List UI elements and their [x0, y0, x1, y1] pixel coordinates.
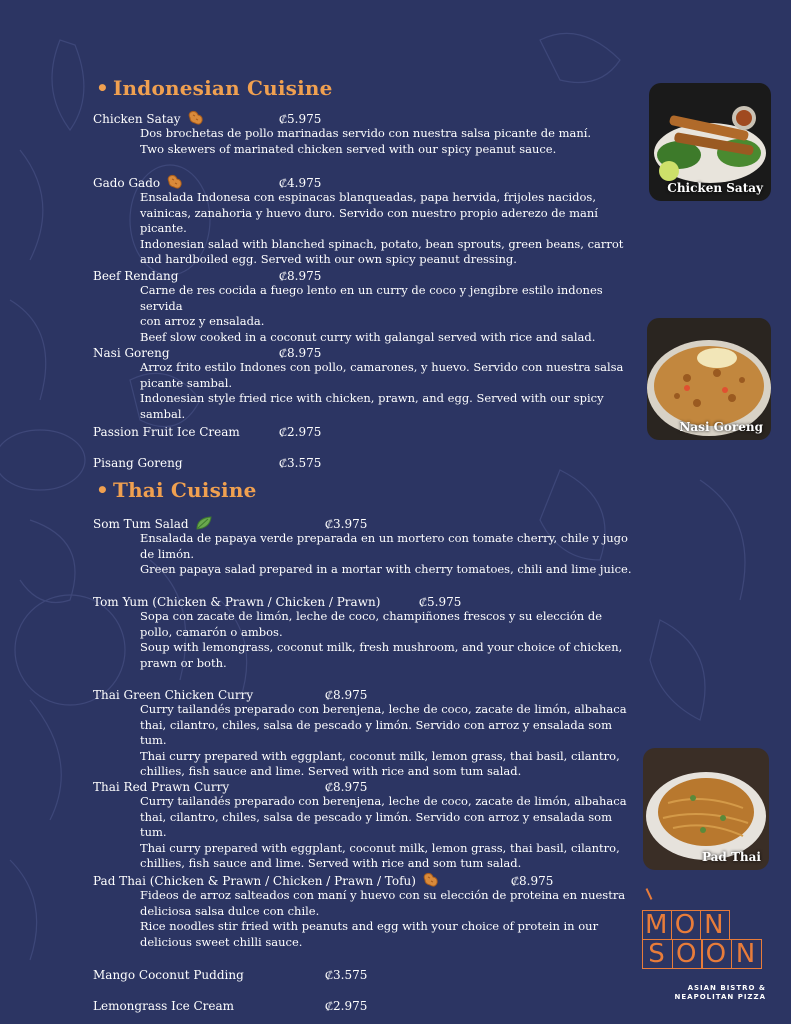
- description-line: Sopa con zacate de limón, leche de coco, champiñones frescos y su elección de: [140, 609, 603, 623]
- photo-caption: Nasi Goreng: [679, 420, 763, 434]
- description-line: Rice noodles stir fried with peanuts and egg with your choice of protein in our: [140, 919, 599, 933]
- menu-item-price: ₡3.575: [325, 968, 368, 982]
- menu-item-name: Mango Coconut Pudding: [93, 968, 244, 982]
- description-line: Ensalada Indonesa con espinacas blanqueadas, papa hervida, frijoles nacidos,: [140, 190, 596, 204]
- menu-item-name: Pad Thai (Chicken & Prawn / Chicken / Prawn / Tofu): [93, 874, 416, 888]
- section-title-text: Indonesian Cuisine: [112, 76, 333, 100]
- menu-item-price: ₡8.975: [325, 688, 368, 702]
- description-line: Ensalada de papaya verde preparada en un mortero con tomate cherry, chile y jugo: [140, 531, 628, 545]
- description-line: delicious sweet chilli sauce.: [140, 934, 303, 949]
- description-line: Thai curry prepared with eggplant, coconut milk, lemon grass, thai basil, cilantro,: [140, 748, 620, 763]
- menu-item-price: ₡8.975: [325, 780, 368, 794]
- description-line: Thai curry prepared with eggplant, coconut milk, lemon grass, thai basil, cilantro,: [140, 840, 620, 855]
- menu-item-price: ₡5.975: [279, 112, 322, 126]
- description-line: Arroz frito estilo Indones con pollo, camarones, y huevo. Servido con nuestra salsa: [140, 360, 624, 374]
- description-line: Indonesian style fried rice with chicken, prawn, and egg. Served with our spicy sambal.: [140, 391, 604, 421]
- description-line: pollo, camarón o ambos.: [140, 624, 283, 639]
- menu-item-description: [140, 609, 640, 671]
- description-line: Indonesian salad with blanched spinach, potato, bean sprouts, green beans, carrot: [140, 236, 624, 251]
- logo-wordmark: [642, 910, 762, 969]
- menu-item-description: [140, 283, 640, 345]
- description-line: Beef slow cooked in a coconut curry with galangal served with rice and salad.: [140, 329, 596, 344]
- menu-item-price: ₡2.975: [279, 425, 322, 439]
- menu-item-price: ₡8.975: [511, 874, 554, 888]
- description-line: Curry tailandés preparado con berenjena, leche de coco, zacate de limón, albahaca: [140, 702, 627, 716]
- menu-item-description: [140, 126, 640, 157]
- menu-item-price: ₡3.975: [325, 517, 368, 531]
- section-title-text: Thai Cuisine: [112, 478, 257, 502]
- description-line: Curry tailandés preparado con berenjena, leche de coco, zacate de limón, albahaca: [140, 794, 627, 808]
- menu-item-price: ₡2.975: [325, 999, 368, 1013]
- description-line: chillies, fish sauce and lime. Served with rice and som tum salad.: [140, 764, 522, 778]
- menu-item-description: [140, 190, 640, 268]
- menu-item-name: Pisang Goreng: [93, 456, 183, 470]
- logo-tagline-line: NEAPOLITAN PIZZA: [674, 993, 766, 1001]
- menu-item-price: ₡3.575: [279, 456, 322, 470]
- description-line: and hardboiled egg. Served with our own spicy peanut dressing.: [140, 252, 517, 266]
- menu-item-description: [140, 888, 640, 950]
- menu-item-price: ₡5.975: [419, 595, 462, 609]
- section-title-indonesian: • Indonesian Cuisine: [96, 76, 333, 100]
- logo-tagline-line: ASIAN BISTRO &: [687, 984, 766, 992]
- logo-letter: O: [671, 910, 701, 940]
- menu-item-name: Lemongrass Ice Cream: [93, 999, 235, 1013]
- logo-tagline: [666, 984, 766, 1002]
- description-line: con arroz y ensalada.: [140, 314, 265, 328]
- menu-item-name: Beef Rendang: [93, 269, 179, 283]
- description-line: Dos brochetas de pollo marinadas servido con nuestra salsa picante de maní.: [140, 126, 592, 140]
- menu-item-price: ₡8.975: [279, 269, 322, 283]
- description-line: thai, cilantro, chiles, salsa de pescado y limón. Servido con arroz y ensalada som tum.: [140, 717, 613, 747]
- menu-item-name: Thai Red Prawn Curry: [93, 780, 230, 794]
- description-line: Green papaya salad prepared in a mortar with cherry tomatoes, chili and lime juice.: [140, 562, 632, 576]
- menu-item-description: [140, 702, 640, 780]
- menu-item-name: Nasi Goreng: [93, 346, 170, 360]
- menu-item-name: Chicken Satay: [93, 112, 181, 126]
- logo-letter: N: [700, 910, 730, 940]
- description-line: Soup with lemongrass, coconut milk, fresh mushroom, and your choice of chicken,: [140, 640, 623, 654]
- menu-item-name: Thai Green Chicken Curry: [93, 688, 254, 702]
- menu-item-price: ₡4.975: [279, 176, 322, 190]
- photo-pad-thai: [643, 748, 769, 870]
- photo-caption: Pad Thai: [701, 850, 761, 864]
- description-line: Fideos de arroz salteados con maní y huevo con su elección de proteina en nuestra: [140, 888, 626, 902]
- menu-item-description: [140, 794, 640, 872]
- menu-item-name: Tom Yum (Chicken & Prawn / Chicken / Prawn): [93, 595, 381, 609]
- description-line: deliciosa salsa dulce con chile.: [140, 903, 320, 918]
- logo-letter: O: [701, 939, 732, 969]
- description-line: de limón.: [140, 546, 195, 561]
- menu-item-name: Gado Gado: [93, 176, 161, 190]
- menu-item-price: ₡8.975: [279, 346, 322, 360]
- section-title-thai: • Thai Cuisine: [96, 478, 257, 502]
- description-line: vainicas, zanahoria y huevo duro. Servido con nuestro propio aderezo de maní picante.: [140, 205, 598, 235]
- menu-item-name: Som Tum Salad: [93, 517, 189, 531]
- description-line: thai, cilantro, chiles, salsa de pescado y limón. Servido con arroz y ensalada som tum.: [140, 809, 613, 839]
- menu-item-description: [140, 531, 640, 578]
- description-line: prawn or both.: [140, 655, 227, 670]
- logo-letter: S: [642, 939, 673, 969]
- photo-chicken-satay: [649, 83, 771, 201]
- description-line: Two skewers of marinated chicken served with our spicy peanut sauce.: [140, 141, 557, 156]
- menu-item-description: [140, 360, 640, 422]
- logo-letter: M: [642, 910, 672, 940]
- photo-nasi-goreng: [647, 318, 771, 440]
- menu-item-name: Passion Fruit Ice Cream: [93, 425, 240, 439]
- description-line: chillies, fish sauce and lime. Served with rice and som tum salad.: [140, 856, 522, 870]
- logo-letter: O: [672, 939, 703, 969]
- logo-letter: N: [731, 939, 762, 969]
- description-line: Carne de res cocida a fuego lento en un curry de coco y jengibre estilo indones servida: [140, 283, 603, 313]
- photo-caption: Chicken Satay: [667, 181, 763, 195]
- description-line: picante sambal.: [140, 375, 233, 390]
